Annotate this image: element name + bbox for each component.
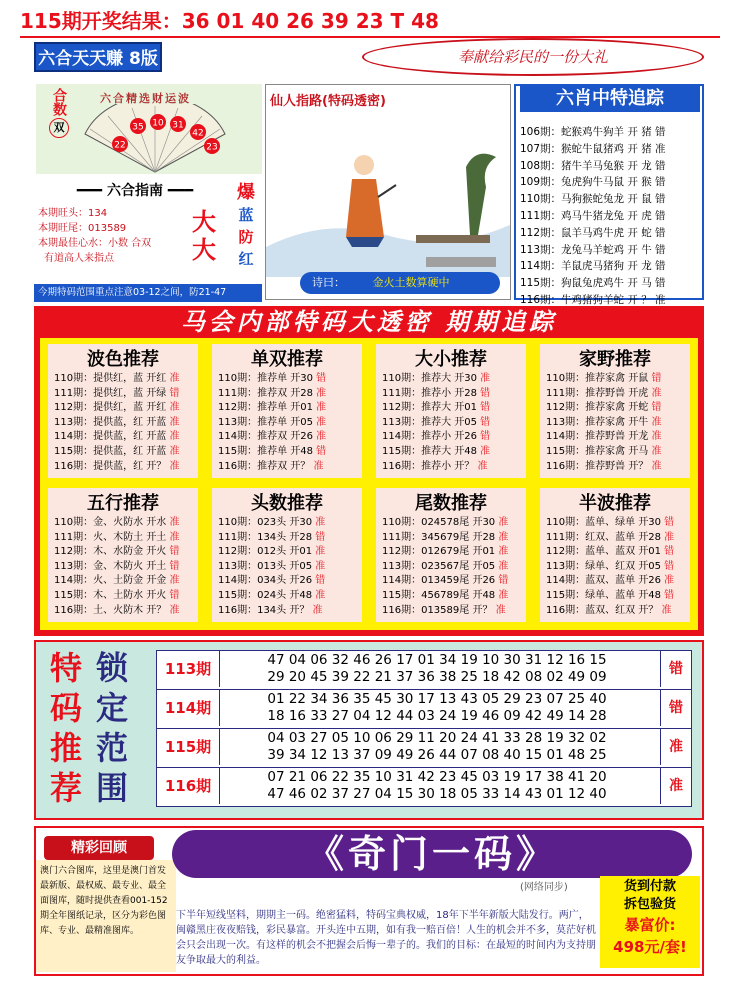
lock-period: 114期 bbox=[157, 690, 220, 726]
six-row: 116期：牛鸡猪狗羊蛇 开 ？ 准 bbox=[520, 293, 666, 306]
lock-result: 错 bbox=[660, 690, 691, 726]
card-row-result: 准 bbox=[312, 546, 326, 558]
card-row-text: 114期：推荐小 开26 bbox=[382, 431, 477, 443]
review-title: 精彩回顾 bbox=[44, 836, 154, 860]
card-row-result: 准 bbox=[313, 402, 327, 414]
lock-numbers bbox=[221, 652, 653, 686]
lock-char: 定 bbox=[96, 689, 129, 727]
lock-result: 错 bbox=[660, 651, 691, 687]
card-row-result: 准 bbox=[661, 531, 675, 543]
header-divider bbox=[20, 36, 720, 38]
guide-line: 有道高人来指点 bbox=[44, 253, 114, 264]
card-row bbox=[382, 401, 520, 416]
card-row-result: 准 bbox=[166, 416, 180, 428]
lock-char: 范 bbox=[96, 729, 129, 767]
card-row-text: 113期：金、木防火 开土 bbox=[54, 560, 167, 572]
card-row-text: 116期：134头 开？ bbox=[218, 604, 310, 616]
card-row-text: 110期：推荐单 开30 bbox=[218, 373, 313, 384]
card-title: 单双推荐 bbox=[251, 349, 323, 370]
lock-row bbox=[156, 689, 692, 729]
card-row-text: 116期：蓝双、红双 开？ bbox=[546, 604, 659, 616]
fan-ball-number: 22 bbox=[114, 140, 126, 151]
card-row bbox=[546, 445, 684, 460]
fan-ball-number: 31 bbox=[172, 120, 184, 131]
card-row-result: 准 bbox=[661, 575, 675, 587]
card-row-text: 115期：推荐家禽 开马 bbox=[546, 445, 649, 457]
lock-numbers bbox=[221, 769, 653, 803]
lock-line: 39 34 12 13 37 09 49 26 44 07 08 40 15 01 48 25 bbox=[267, 747, 607, 763]
lock-result: 准 bbox=[660, 768, 691, 804]
card-row bbox=[546, 387, 684, 402]
card-row-text: 115期：024头 开48 bbox=[218, 589, 313, 601]
lock-row bbox=[156, 650, 692, 690]
brand-badge: 六合天天赚 8版 bbox=[34, 42, 162, 72]
card-row-result: 准 bbox=[648, 416, 662, 428]
card-row-result: 准 bbox=[313, 431, 327, 443]
card-row-text: 114期：013459尾 开26 bbox=[382, 575, 496, 587]
card-row bbox=[54, 516, 192, 531]
card-row bbox=[218, 387, 356, 402]
card-row-result: 错 bbox=[312, 531, 326, 543]
card-row-text: 113期：023567尾 开05 bbox=[382, 560, 496, 572]
card-row bbox=[218, 545, 356, 560]
card-title: 大小推荐 bbox=[415, 349, 487, 370]
dada-text: 大大 bbox=[192, 208, 216, 264]
card-row-result: 准 bbox=[313, 416, 327, 428]
card-row-text: 114期：推荐双 开26 bbox=[218, 431, 313, 443]
card-row-text: 110期：推荐大 开30 bbox=[382, 373, 477, 384]
lock-char: 码 bbox=[50, 689, 83, 727]
card-row-text: 111期：推荐小 开28 bbox=[382, 387, 477, 399]
card-row bbox=[54, 589, 192, 604]
card-row bbox=[546, 589, 684, 604]
guide-line: 本期最佳心水：小数 合双 bbox=[38, 238, 152, 249]
card-row-result: 准 bbox=[310, 460, 324, 472]
card-row bbox=[382, 372, 520, 387]
immortal-poem bbox=[300, 272, 500, 294]
fan-illustration bbox=[80, 104, 230, 174]
card-row-result: 准 bbox=[492, 604, 506, 616]
card-row bbox=[54, 604, 192, 619]
card-title: 家野推荐 bbox=[579, 349, 651, 370]
card-row-result: 错 bbox=[477, 431, 491, 443]
card-row bbox=[546, 545, 684, 560]
card-row-text: 115期：绿单、蓝单 开48 bbox=[546, 589, 661, 601]
card-row-text: 115期：提供蓝，红 开蓝 bbox=[54, 445, 167, 457]
lock-char: 锁 bbox=[96, 649, 129, 687]
card-row-result: 准 bbox=[312, 517, 326, 528]
fan-ball-number: 23 bbox=[206, 142, 218, 153]
card-row-result: 准 bbox=[166, 604, 180, 616]
card-row-text: 113期：绿单、红双 开05 bbox=[546, 560, 661, 572]
header-bar bbox=[20, 6, 720, 36]
card-row-text: 113期：013头 开05 bbox=[218, 560, 313, 572]
side-lan: 蓝 bbox=[238, 206, 254, 224]
card-row-result: 准 bbox=[312, 589, 326, 601]
fan-ball-number: 35 bbox=[132, 122, 144, 133]
lock-period: 115期 bbox=[157, 729, 220, 765]
pay-box bbox=[600, 876, 700, 968]
fan-title: 六合精选财运波 bbox=[100, 92, 191, 105]
card-row bbox=[54, 372, 192, 387]
card-row-result: 错 bbox=[166, 546, 180, 558]
card-row-result: 错 bbox=[313, 445, 327, 457]
card-row-text: 115期：木、土防水 开火 bbox=[54, 589, 167, 601]
six-row: 112期：鼠羊马鸡牛虎 开 蛇 错 bbox=[520, 226, 666, 239]
lock-line: 47 46 02 37 27 04 15 30 18 05 33 14 43 01 12 40 bbox=[267, 786, 607, 802]
card-row-text: 113期：推荐家禽 开牛 bbox=[546, 416, 649, 428]
card-row-result: 准 bbox=[648, 387, 662, 399]
card-row-text: 112期：推荐单 开01 bbox=[218, 402, 313, 414]
card-row-result: 错 bbox=[661, 589, 675, 601]
card-row-result: 错 bbox=[477, 402, 491, 414]
immortal-title: 仙人指路(特码透密) bbox=[270, 94, 386, 109]
card-title: 头数推荐 bbox=[251, 493, 323, 514]
card-row bbox=[382, 416, 520, 431]
card-row-result: 错 bbox=[166, 589, 180, 601]
lock-numbers bbox=[221, 691, 653, 725]
card-row bbox=[218, 574, 356, 589]
pay-line2: 拆包验货 bbox=[623, 897, 676, 912]
card-row bbox=[218, 401, 356, 416]
card-row bbox=[218, 560, 356, 575]
card-row-result: 准 bbox=[166, 460, 180, 472]
card-row-text: 111期：火、木防土 开土 bbox=[54, 531, 167, 543]
recommend-card bbox=[540, 488, 690, 622]
card-row-result: 错 bbox=[166, 387, 180, 399]
card-row bbox=[546, 560, 684, 575]
card-row-text: 111期：提供红，蓝 开绿 bbox=[54, 387, 167, 399]
card-row-result: 错 bbox=[648, 402, 662, 414]
lock-line: 47 04 06 32 46 26 17 01 34 19 10 30 31 12 16 15 bbox=[267, 652, 607, 668]
card-row-text: 112期：木、水防金 开火 bbox=[54, 546, 167, 558]
card-row-text: 114期：推荐野兽 开龙 bbox=[546, 431, 649, 443]
lock-row bbox=[156, 767, 692, 807]
qimen-description: 下半年短线坚料，期期主一码。绝密猛料，特码宝典权威，18年下半年新版大陆发行。两广，闽赣黑庄夜夜赔钱，彩民暴富。开头连中五期，如有我一赔百倍！人生的机会并不多，莫茫好机会只会出现一次。有这样的机会不把握会后悔一辈子的。我们的目标：在最短的时间内为支持朋友争取最大的利益。 bbox=[176, 910, 596, 966]
card-row-text: 112期：012头 开01 bbox=[218, 546, 313, 558]
recommend-card bbox=[376, 488, 526, 622]
card-row bbox=[546, 460, 684, 475]
side-bao: 爆 bbox=[237, 182, 255, 203]
card-row-result: 准 bbox=[474, 460, 488, 472]
range-note: 今期特码范围重点注意03-12之间，防21-47 bbox=[34, 284, 262, 302]
card-row bbox=[382, 460, 520, 475]
card-row-text: 116期：推荐小 开？ bbox=[382, 460, 475, 472]
card-row bbox=[382, 589, 520, 604]
card-row-result: 错 bbox=[477, 416, 491, 428]
card-row-result: 准 bbox=[477, 445, 491, 457]
lock-line: 01 22 34 36 35 45 30 17 13 43 05 29 23 07 25 40 bbox=[267, 691, 607, 707]
card-row-result: 错 bbox=[166, 560, 180, 572]
lock-period: 113期 bbox=[157, 651, 220, 687]
card-row-text: 114期：火、土防金 开金 bbox=[54, 575, 167, 587]
club-grid bbox=[40, 338, 698, 630]
lock-line: 04 03 27 05 10 06 29 11 20 24 41 33 28 19 32 02 bbox=[267, 730, 607, 746]
lock-line: 18 16 33 27 04 12 44 03 24 19 46 09 42 49 14 28 bbox=[267, 708, 607, 724]
card-row-text: 111期：推荐双 开28 bbox=[218, 387, 313, 399]
card-row-result: 准 bbox=[166, 517, 180, 528]
card-row bbox=[546, 531, 684, 546]
card-row-text: 114期：034头 开26 bbox=[218, 575, 313, 587]
heshu-label bbox=[44, 88, 74, 140]
card-row-text: 113期：提供蓝，红 开蓝 bbox=[54, 416, 167, 428]
card-row bbox=[382, 560, 520, 575]
card-row-result: 错 bbox=[661, 560, 675, 572]
card-row-text: 110期：推荐家禽 开鼠 bbox=[546, 373, 649, 384]
pay-line1: 货到付款 bbox=[623, 879, 676, 894]
card-row-text: 114期：蓝双、蓝单 开26 bbox=[546, 575, 661, 587]
card-row-text: 113期：推荐单 开05 bbox=[218, 416, 313, 428]
six-row: 110期：马狗猴蛇兔龙 开 鼠 错 bbox=[520, 193, 666, 206]
six-row: 109期：兔虎狗牛马鼠 开 猴 错 bbox=[520, 176, 666, 189]
card-row-text: 110期：023头 开30 bbox=[218, 517, 313, 528]
card-row bbox=[218, 430, 356, 445]
card-row bbox=[54, 560, 192, 575]
card-row bbox=[218, 416, 356, 431]
card-row bbox=[382, 516, 520, 531]
card-row bbox=[382, 531, 520, 546]
card-row bbox=[382, 604, 520, 619]
six-row: 108期：猪牛羊马兔猴 开 龙 错 bbox=[520, 159, 666, 172]
card-row-result: 准 bbox=[166, 373, 180, 384]
review-text: 澳门六合图库，这里是澳门首发最新版、最权威、最专业、最全面图库，随时提供查看001-152期全年图纸记录，区分为彩色图库、专业、最精准图库。 bbox=[36, 860, 176, 972]
card-row-result: 准 bbox=[495, 531, 509, 543]
guide-line: 本期旺尾：013589 bbox=[38, 223, 127, 234]
card-row-text: 116期：提供蓝，红 开？ bbox=[54, 460, 167, 472]
card-row-result: 准 bbox=[313, 387, 327, 399]
card-row bbox=[218, 516, 356, 531]
card-row-text: 116期：土、火防木 开？ bbox=[54, 604, 167, 616]
guide-title: ━━━ 六合指南 ━━━ bbox=[76, 183, 194, 199]
card-row bbox=[54, 460, 192, 475]
card-row-text: 111期：推荐野兽 开虎 bbox=[546, 387, 649, 399]
card-row bbox=[546, 604, 684, 619]
lock-period: 116期 bbox=[157, 768, 220, 804]
card-row-text: 116期：013589尾 开？ bbox=[382, 604, 493, 616]
card-row-text: 112期：推荐家禽 开蛇 bbox=[546, 402, 649, 414]
card-row-result: 错 bbox=[648, 373, 662, 384]
card-row-result: 准 bbox=[648, 445, 662, 457]
card-row-result: 错 bbox=[313, 373, 327, 384]
lock-char: 特 bbox=[50, 649, 83, 687]
card-row-text: 114期：提供蓝，红 开蓝 bbox=[54, 431, 167, 443]
card-row-result: 准 bbox=[166, 402, 180, 414]
card-row-text: 116期：推荐野兽 开？ bbox=[546, 460, 649, 472]
card-row-result: 准 bbox=[309, 604, 323, 616]
card-row bbox=[54, 445, 192, 460]
card-row-result: 准 bbox=[166, 431, 180, 443]
lock-char: 荐 bbox=[50, 769, 83, 807]
card-row-result: 准 bbox=[477, 373, 491, 384]
card-row bbox=[218, 445, 356, 460]
poem-label: 诗曰： bbox=[312, 276, 345, 289]
card-row bbox=[382, 430, 520, 445]
card-row bbox=[546, 372, 684, 387]
card-row-result: 准 bbox=[648, 431, 662, 443]
card-row-result: 准 bbox=[312, 560, 326, 572]
card-row-text: 110期：金、火防水 开水 bbox=[54, 517, 167, 528]
card-row-text: 110期：提供红，蓝 开红 bbox=[54, 373, 167, 384]
guide-side bbox=[232, 182, 260, 270]
immortal-panel bbox=[265, 84, 511, 300]
card-row bbox=[546, 574, 684, 589]
card-row-result: 准 bbox=[495, 560, 509, 572]
qimen-banner: 《奇门一码》 bbox=[172, 830, 692, 878]
lock-char: 围 bbox=[96, 769, 129, 807]
card-row-result: 准 bbox=[166, 445, 180, 457]
card-row bbox=[54, 416, 192, 431]
card-row bbox=[54, 531, 192, 546]
lock-row bbox=[156, 728, 692, 768]
pay-line3: 暴富价: bbox=[624, 916, 676, 934]
card-row bbox=[382, 445, 520, 460]
card-row bbox=[54, 401, 192, 416]
six-zodiac-title: 六肖中特追踪 bbox=[520, 86, 700, 112]
heshu-text: 合数 bbox=[51, 88, 67, 116]
card-row-text: 112期：提供红，蓝 开红 bbox=[54, 402, 167, 414]
club-title: 马会内部特码大透密 期期追踪 bbox=[180, 307, 558, 336]
card-title: 五行推荐 bbox=[87, 493, 159, 514]
card-row bbox=[382, 574, 520, 589]
side-hong: 红 bbox=[238, 250, 254, 268]
recommend-card bbox=[48, 344, 198, 478]
network-sync: (网络同步) bbox=[520, 882, 568, 893]
card-row bbox=[218, 372, 356, 387]
card-row bbox=[218, 589, 356, 604]
card-row bbox=[546, 401, 684, 416]
pay-line4: 498元/套! bbox=[613, 938, 687, 956]
guide-line: 本期旺头：134 bbox=[38, 208, 108, 219]
card-row-text: 110期：024578尾 开30 bbox=[382, 517, 496, 528]
card-row bbox=[218, 460, 356, 475]
card-row bbox=[546, 416, 684, 431]
card-row-result: 准 bbox=[658, 604, 672, 616]
card-title: 半波推荐 bbox=[579, 493, 651, 514]
card-title: 波色推荐 bbox=[87, 349, 159, 370]
poem-text: 金火土数算硬中 bbox=[372, 276, 450, 289]
gift-slogan: 奉献给彩民的一份大礼 bbox=[362, 38, 704, 76]
card-row-text: 112期：推荐大 开01 bbox=[382, 402, 477, 414]
card-row-text: 116期：推荐双 开？ bbox=[218, 460, 311, 472]
card-row-result: 准 bbox=[166, 531, 180, 543]
immortal-illustration bbox=[266, 107, 510, 277]
card-row-result: 准 bbox=[495, 589, 509, 601]
card-row-result: 错 bbox=[495, 575, 509, 587]
card-row bbox=[218, 531, 356, 546]
card-row bbox=[54, 545, 192, 560]
lock-line: 07 21 06 22 35 10 31 42 23 45 03 19 17 38 41 20 bbox=[267, 769, 607, 785]
six-row: 114期：羊鼠虎马猪狗 开 龙 错 bbox=[520, 260, 666, 273]
card-row-result: 错 bbox=[477, 387, 491, 399]
card-row-text: 111期：红双、蓝单 开28 bbox=[546, 531, 661, 543]
card-row bbox=[382, 545, 520, 560]
lock-numbers bbox=[221, 730, 653, 764]
recommend-card bbox=[376, 344, 526, 478]
card-row-text: 110期：蓝单、绿单 开30 bbox=[546, 517, 661, 528]
lock-char: 推 bbox=[50, 729, 83, 767]
fan-ball-number: 10 bbox=[152, 118, 164, 129]
card-row bbox=[546, 430, 684, 445]
card-row-result: 准 bbox=[495, 546, 509, 558]
card-row bbox=[382, 387, 520, 402]
lock-result: 准 bbox=[660, 729, 691, 765]
card-row-result: 准 bbox=[495, 517, 509, 528]
fan-ball-number: 42 bbox=[192, 128, 204, 139]
lock-line: 29 20 45 39 22 21 37 36 38 25 18 42 08 02 49 09 bbox=[267, 669, 607, 685]
six-row: 111期：鸡马牛猪龙兔 开 虎 错 bbox=[520, 209, 666, 222]
recommend-card bbox=[212, 488, 362, 622]
card-row bbox=[218, 604, 356, 619]
card-row-text: 111期：134头 开28 bbox=[218, 531, 313, 543]
card-row-text: 115期：456789尾 开48 bbox=[382, 589, 496, 601]
heshu-sub: 双 bbox=[49, 118, 69, 138]
card-row bbox=[54, 387, 192, 402]
recommend-card bbox=[540, 344, 690, 478]
card-row-result: 准 bbox=[648, 460, 662, 472]
card-row-text: 115期：推荐单 开48 bbox=[218, 445, 313, 457]
card-row-text: 115期：推荐大 开48 bbox=[382, 445, 477, 457]
six-row: 115期：狗鼠兔虎鸡牛 开 马 错 bbox=[520, 277, 666, 290]
card-row-result: 准 bbox=[166, 575, 180, 587]
card-row-text: 111期：345679尾 开28 bbox=[382, 531, 496, 543]
card-row-result: 错 bbox=[661, 517, 675, 528]
guide-title-text: 六合指南 bbox=[107, 183, 163, 199]
draw-result: 115期开奖结果：36 01 40 26 39 23 T 48 bbox=[20, 9, 439, 33]
card-row bbox=[54, 430, 192, 445]
card-row-result: 错 bbox=[661, 546, 675, 558]
six-row: 107期：猴蛇牛鼠猪鸡 开 猪 准 bbox=[520, 142, 666, 155]
recommend-card bbox=[48, 488, 198, 622]
side-fang: 防 bbox=[238, 228, 254, 246]
card-row-text: 113期：推荐大 开05 bbox=[382, 416, 477, 428]
card-row-result: 错 bbox=[312, 575, 326, 587]
recommend-card bbox=[212, 344, 362, 478]
card-row bbox=[54, 574, 192, 589]
six-row: 113期：龙兔马羊蛇鸡 开 牛 错 bbox=[520, 243, 666, 256]
card-row-text: 112期：012679尾 开01 bbox=[382, 546, 496, 558]
card-row bbox=[546, 516, 684, 531]
six-row: 106期：蛇猴鸡牛狗羊 开 猪 错 bbox=[520, 126, 666, 138]
six-zodiac-rows bbox=[520, 124, 702, 309]
card-title: 尾数推荐 bbox=[415, 493, 487, 514]
card-row-text: 112期：蓝单、蓝双 开01 bbox=[546, 546, 661, 558]
